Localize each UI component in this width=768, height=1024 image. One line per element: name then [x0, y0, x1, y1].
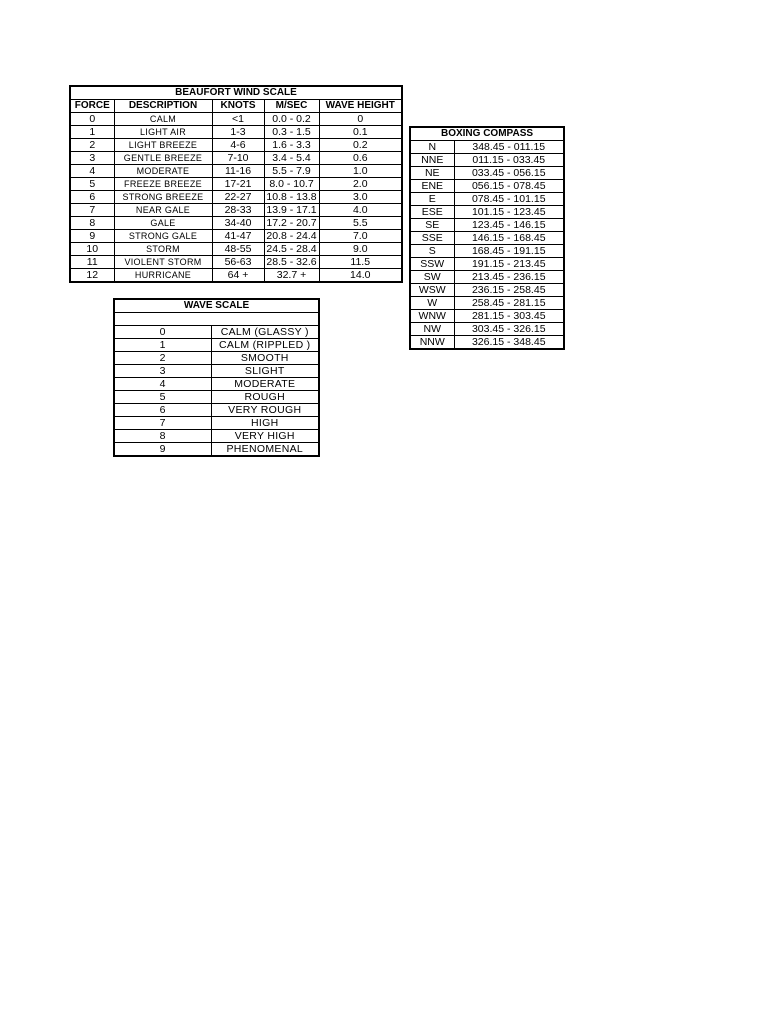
table-cell: 4	[114, 378, 211, 391]
table-row	[114, 417, 319, 430]
table-cell: STRONG GALE	[114, 230, 212, 243]
table-cell: SSW	[410, 258, 454, 271]
table-cell: 48-55	[212, 243, 264, 256]
table-row	[70, 217, 402, 230]
table-cell: GALE	[114, 217, 212, 230]
table-cell: 12	[70, 269, 114, 283]
table-cell: SW	[410, 271, 454, 284]
table-cell: 2.0	[319, 178, 402, 191]
table-row	[410, 297, 564, 310]
beaufort-header-row	[70, 100, 402, 113]
table-cell: 9.0	[319, 243, 402, 256]
table-row	[70, 191, 402, 204]
table-cell: 13.9 - 17.1	[264, 204, 319, 217]
table-cell: 6	[70, 191, 114, 204]
table-cell: 0.1	[319, 126, 402, 139]
table-cell: 28.5 - 32.6	[264, 256, 319, 269]
table-cell: 3	[70, 152, 114, 165]
table-cell: CALM (RIPPLED )	[211, 339, 319, 352]
table-cell: 1.6 - 3.3	[264, 139, 319, 152]
table-cell: SSE	[410, 232, 454, 245]
table-cell: 6	[114, 404, 211, 417]
table-cell: VERY HIGH	[211, 430, 319, 443]
table-cell: 17-21	[212, 178, 264, 191]
table-cell: 8.0 - 10.7	[264, 178, 319, 191]
table-cell: 0.6	[319, 152, 402, 165]
wave-scale-table	[113, 298, 320, 457]
table-cell: 168.45 - 191.15	[454, 245, 564, 258]
table-cell: <1	[212, 113, 264, 126]
table-cell: LIGHT BREEZE	[114, 139, 212, 152]
table-cell: LIGHT AIR	[114, 126, 212, 139]
boxing-compass-table	[409, 126, 565, 350]
table-row	[114, 326, 319, 339]
table-row	[410, 193, 564, 206]
table-cell: NNE	[410, 154, 454, 167]
compass-body	[410, 141, 564, 350]
compass-title: BOXING COMPASS	[410, 127, 564, 141]
table-cell: 11.5	[319, 256, 402, 269]
table-cell: ROUGH	[211, 391, 319, 404]
table-cell: 123.45 - 146.15	[454, 219, 564, 232]
table-cell: CALM (GLASSY )	[211, 326, 319, 339]
table-cell: 3.4 - 5.4	[264, 152, 319, 165]
table-cell: 3	[114, 365, 211, 378]
table-cell: 056.15 - 078.45	[454, 180, 564, 193]
table-row	[70, 178, 402, 191]
table-row	[410, 271, 564, 284]
column-header-description: DESCRIPTION	[114, 100, 212, 113]
table-cell: 0	[319, 113, 402, 126]
table-row	[70, 243, 402, 256]
table-row	[114, 404, 319, 417]
table-row	[410, 180, 564, 193]
table-cell: 4-6	[212, 139, 264, 152]
table-row	[114, 352, 319, 365]
table-row	[114, 443, 319, 457]
table-cell: 7	[70, 204, 114, 217]
table-cell: 191.15 - 213.45	[454, 258, 564, 271]
table-row	[70, 165, 402, 178]
column-header-force: FORCE	[70, 100, 114, 113]
table-cell: ENE	[410, 180, 454, 193]
table-cell: 64 +	[212, 269, 264, 283]
table-cell: GENTLE BREEZE	[114, 152, 212, 165]
table-cell: 34-40	[212, 217, 264, 230]
table-cell: 10	[70, 243, 114, 256]
table-cell: 1-3	[212, 126, 264, 139]
table-cell: 22-27	[212, 191, 264, 204]
table-cell: 0.2	[319, 139, 402, 152]
table-cell: 348.45 - 011.15	[454, 141, 564, 154]
table-cell: 4.0	[319, 204, 402, 217]
table-cell: 9	[70, 230, 114, 243]
table-cell: 8	[70, 217, 114, 230]
table-row	[410, 206, 564, 219]
table-row	[410, 245, 564, 258]
table-cell: N	[410, 141, 454, 154]
table-cell: 5.5	[319, 217, 402, 230]
table-cell: STORM	[114, 243, 212, 256]
table-cell: 0	[70, 113, 114, 126]
table-row	[114, 365, 319, 378]
table-cell: 8	[114, 430, 211, 443]
table-cell: 7	[114, 417, 211, 430]
table-cell: HURRICANE	[114, 269, 212, 283]
table-cell: SE	[410, 219, 454, 232]
table-cell: 236.15 - 258.45	[454, 284, 564, 297]
table-cell: 078.45 - 101.15	[454, 193, 564, 206]
table-cell: NE	[410, 167, 454, 180]
table-cell: 1	[70, 126, 114, 139]
table-cell: 5	[114, 391, 211, 404]
table-cell: 20.8 - 24.4	[264, 230, 319, 243]
table-row	[114, 378, 319, 391]
table-cell: NEAR GALE	[114, 204, 212, 217]
table-cell: 7-10	[212, 152, 264, 165]
table-cell: 2	[70, 139, 114, 152]
table-cell: 303.45 - 326.15	[454, 323, 564, 336]
table-cell: 5.5 - 7.9	[264, 165, 319, 178]
table-cell: NW	[410, 323, 454, 336]
table-cell: 4	[70, 165, 114, 178]
table-row	[70, 152, 402, 165]
table-cell: 0.0 - 0.2	[264, 113, 319, 126]
table-cell: SMOOTH	[211, 352, 319, 365]
table-cell: 10.8 - 13.8	[264, 191, 319, 204]
table-cell: 258.45 - 281.15	[454, 297, 564, 310]
table-cell: 24.5 - 28.4	[264, 243, 319, 256]
table-cell: NNW	[410, 336, 454, 350]
table-row	[70, 139, 402, 152]
table-row	[410, 284, 564, 297]
table-cell: WNW	[410, 310, 454, 323]
table-row	[410, 167, 564, 180]
table-cell: MODERATE	[211, 378, 319, 391]
column-header-msec: M/SEC	[264, 100, 319, 113]
table-cell: 146.15 - 168.45	[454, 232, 564, 245]
table-cell: 17.2 - 20.7	[264, 217, 319, 230]
table-cell: 0.3 - 1.5	[264, 126, 319, 139]
wave-blank-row	[114, 313, 319, 326]
table-row	[114, 430, 319, 443]
table-cell: 3.0	[319, 191, 402, 204]
table-cell: CALM	[114, 113, 212, 126]
table-row	[410, 323, 564, 336]
beaufort-body	[70, 113, 402, 283]
table-cell: 281.15 - 303.45	[454, 310, 564, 323]
table-row	[410, 219, 564, 232]
table-row	[410, 310, 564, 323]
table-row	[410, 154, 564, 167]
table-cell: PHENOMENAL	[211, 443, 319, 457]
table-cell: 2	[114, 352, 211, 365]
column-header-knots: KNOTS	[212, 100, 264, 113]
table-row	[114, 339, 319, 352]
table-row	[410, 336, 564, 350]
table-cell: 28-33	[212, 204, 264, 217]
column-header-wave-height: WAVE HEIGHT	[319, 100, 402, 113]
table-row	[70, 256, 402, 269]
table-cell: E	[410, 193, 454, 206]
table-cell: FREEZE BREEZE	[114, 178, 212, 191]
wave-title: WAVE SCALE	[114, 299, 319, 313]
table-cell: 033.45 - 056.15	[454, 167, 564, 180]
beaufort-wind-scale-table	[69, 85, 403, 283]
table-cell: MODERATE	[114, 165, 212, 178]
table-cell: 1.0	[319, 165, 402, 178]
table-cell: 11	[70, 256, 114, 269]
table-cell: 11-16	[212, 165, 264, 178]
table-cell: 213.45 - 236.15	[454, 271, 564, 284]
table-cell: 0	[114, 326, 211, 339]
wave-body	[114, 326, 319, 457]
table-row	[410, 258, 564, 271]
table-cell: 5	[70, 178, 114, 191]
table-cell: HIGH	[211, 417, 319, 430]
table-row	[410, 141, 564, 154]
table-cell: 14.0	[319, 269, 402, 283]
table-cell: 9	[114, 443, 211, 457]
table-row	[70, 230, 402, 243]
table-cell: VIOLENT STORM	[114, 256, 212, 269]
table-cell: 56-63	[212, 256, 264, 269]
table-cell: 101.15 - 123.45	[454, 206, 564, 219]
table-row	[114, 391, 319, 404]
table-cell: 32.7 +	[264, 269, 319, 283]
table-row	[70, 204, 402, 217]
table-cell: 7.0	[319, 230, 402, 243]
table-row	[70, 269, 402, 283]
beaufort-title: BEAUFORT WIND SCALE	[70, 86, 402, 100]
table-row	[70, 126, 402, 139]
table-row	[410, 232, 564, 245]
table-cell: S	[410, 245, 454, 258]
table-cell: 011.15 - 033.45	[454, 154, 564, 167]
table-cell: 326.15 - 348.45	[454, 336, 564, 350]
table-cell: 41-47	[212, 230, 264, 243]
table-cell: SLIGHT	[211, 365, 319, 378]
table-cell: W	[410, 297, 454, 310]
table-cell: STRONG BREEZE	[114, 191, 212, 204]
table-cell: 1	[114, 339, 211, 352]
table-cell: VERY ROUGH	[211, 404, 319, 417]
table-cell: ESE	[410, 206, 454, 219]
table-row	[70, 113, 402, 126]
table-cell: WSW	[410, 284, 454, 297]
